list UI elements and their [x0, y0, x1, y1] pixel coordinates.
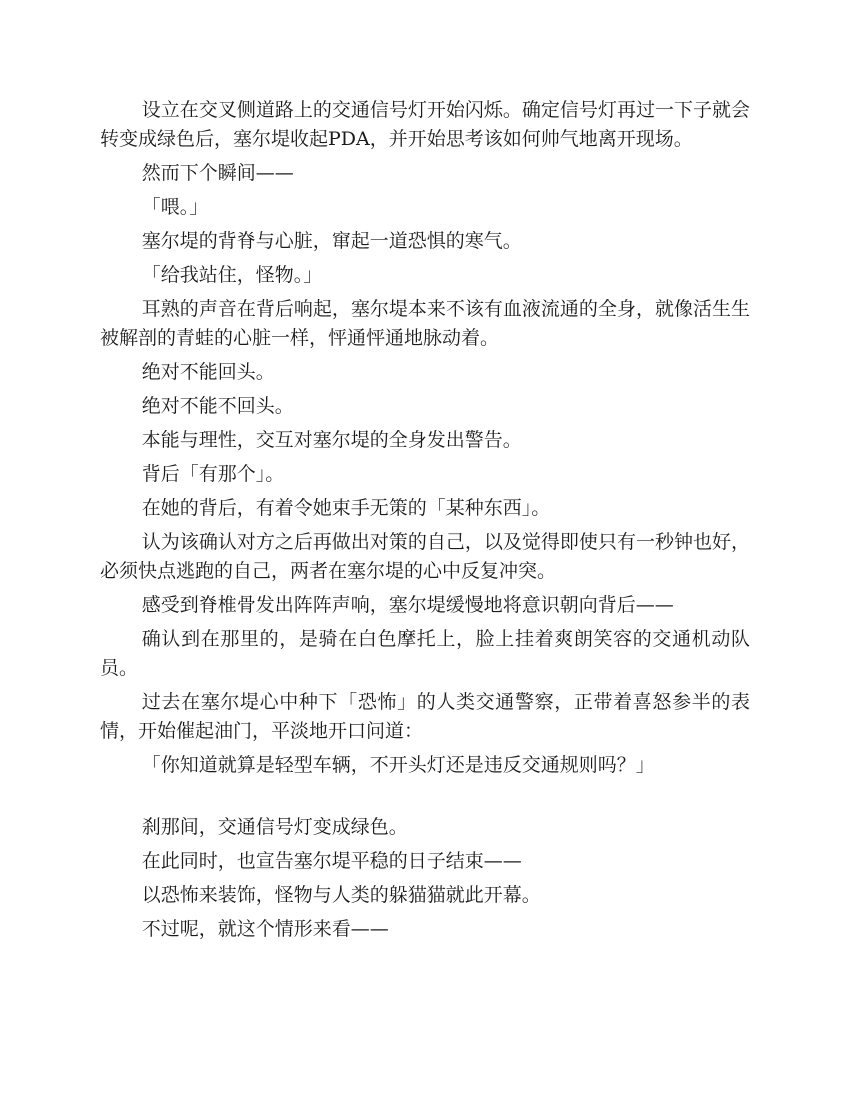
- paragraph: 绝对不能不回头。: [141, 395, 294, 417]
- paragraph: 设立在交叉侧道路上的交通信号灯开始闪烁。确定信号灯再过一下子就会转变成绿色后，塞尔堤收起PDA，并开始思考该如何帅气地离开现场。: [100, 99, 750, 150]
- paragraph: 「给我站住，怪物。」: [141, 264, 323, 286]
- section-break: [100, 785, 750, 813]
- paragraph: 不过呢，就这个情形来看——: [141, 918, 389, 940]
- document-page: [100, 96, 750, 949]
- paragraph: 感受到脊椎骨发出阵阵声响，塞尔堤缓慢地将意识朝向背后——: [141, 594, 674, 616]
- paragraph: 塞尔堤的背脊与心脏，窜起一道恐惧的寒气。: [141, 230, 522, 252]
- paragraph: 「你知道就算是轻型车辆，不开头灯还是违反交通规则吗？」: [141, 754, 655, 776]
- paragraph: 认为该确认对方之后再做出对策的自己，以及觉得即使只有一秒钟也好，必须快点逃跑的自己，两者在塞尔堤的心中反复冲突。: [100, 531, 750, 582]
- paragraph: 「喂。」: [141, 196, 209, 218]
- paragraph: 以恐怖来装饰，怪物与人类的躲猫猫就此开幕。: [141, 884, 541, 906]
- paragraph: 绝对不能回头。: [141, 361, 275, 383]
- paragraph: 在她的背后，有着令她束手无策的「某种东西」。: [141, 497, 551, 519]
- paragraph: 背后「有那个」。: [141, 463, 285, 485]
- paragraph: 本能与理性，交互对塞尔堤的全身发出警告。: [141, 429, 522, 451]
- paragraph: 耳熟的声音在背后响起，塞尔堤本来不该有血液流通的全身，就像活生生被解剖的青蛙的心脏一样，怦通怦通地脉动着。: [100, 298, 750, 349]
- paragraph: 然而下个瞬间——: [141, 162, 294, 184]
- paragraph: 过去在塞尔堤心中种下「恐怖」的人类交通警察，正带着喜怒参半的表情，开始催起油门，平淡地开口问道：: [100, 691, 750, 742]
- paragraph: 确认到在那里的，是骑在白色摩托上，脸上挂着爽朗笑容的交通机动队员。: [100, 628, 750, 679]
- paragraph: 在此同时，也宣告塞尔堤平稳的日子结束——: [141, 850, 522, 872]
- paragraph: 刹那间，交通信号灯变成绿色。: [141, 816, 408, 838]
